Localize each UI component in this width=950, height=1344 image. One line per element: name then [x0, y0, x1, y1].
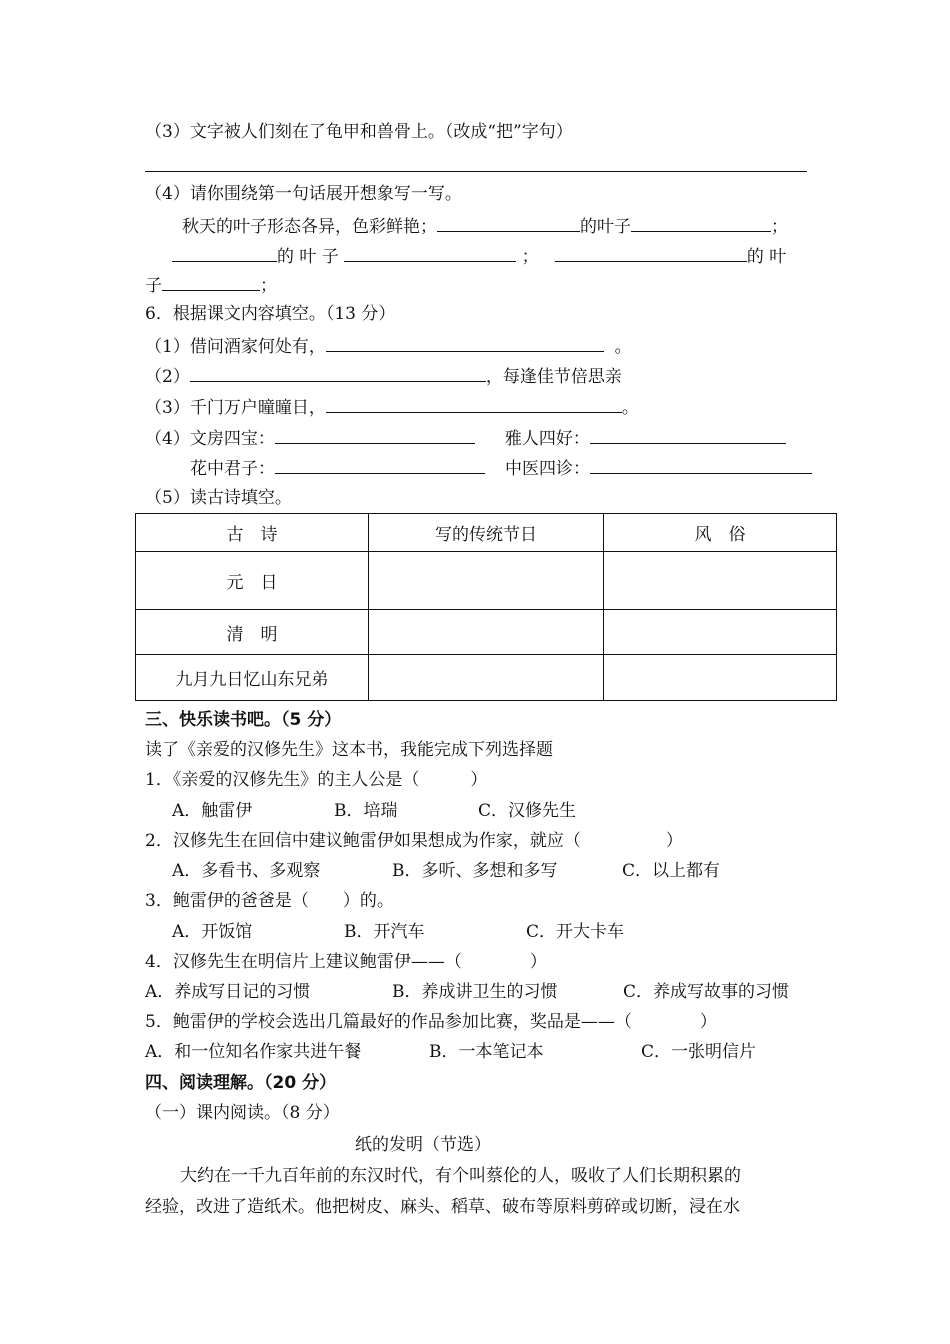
q6-text: （4）文房四宝：: [145, 429, 275, 449]
option-c[interactable]: C．以上都有: [622, 861, 721, 881]
table-cell-festival[interactable]: [369, 655, 604, 701]
q6-item-4b: [190, 455, 812, 481]
s3-question-5: 5．鲍雷伊的学校会选出几篇最好的作品参加比赛，奖品是——（ ）: [145, 1012, 717, 1032]
option-c[interactable]: C．养成写故事的习惯: [623, 982, 790, 1002]
passage-line-2: 经验，改进了造纸术。他把树皮、麻头、稻草、破布等原料剪碎或切断，浸在水: [145, 1197, 740, 1217]
s3-question-1-options: [172, 799, 576, 823]
q6-item-5: （5）读古诗填空。: [145, 488, 292, 508]
table-cell-custom[interactable]: [604, 610, 837, 655]
q5-4-text: 的 叶: [746, 247, 787, 267]
q6-title: 6．根据课文内容填空。（13 分）: [145, 304, 396, 324]
table-cell-poem: 九月九日忆山东兄弟: [136, 655, 369, 701]
s3-question-5-options: [145, 1040, 756, 1064]
q5-4-text: 的 叶 子: [277, 247, 339, 267]
q6-text: 。: [621, 398, 639, 418]
option-b[interactable]: B．多听、多想和多写: [392, 861, 558, 881]
table-cell-festival[interactable]: [369, 552, 604, 610]
option-b[interactable]: B．培瑞: [334, 801, 398, 821]
option-b[interactable]: B．一本笔记本: [429, 1042, 544, 1062]
q6-text: 雅人四好：: [504, 429, 590, 449]
q6-blank-6[interactable]: [275, 455, 485, 474]
q6-text: 。: [614, 337, 632, 357]
q5-4-line-1: [182, 213, 788, 239]
option-a[interactable]: A．和一位知名作家共进午餐: [145, 1042, 362, 1062]
table-header: 古 诗: [136, 514, 369, 552]
s3-question-2-options: [172, 859, 720, 883]
q6-text: （1）借问酒家何处有，: [145, 337, 326, 357]
option-a[interactable]: A．开饭馆: [172, 922, 253, 942]
q5-4-blank-2[interactable]: [631, 213, 771, 232]
table-header: 写的传统节日: [369, 514, 604, 552]
section-3-title: 三、快乐读书吧。（5 分）: [145, 710, 342, 730]
q6-blank-5[interactable]: [590, 425, 786, 444]
q6-blank-3[interactable]: [326, 394, 622, 413]
q6-item-2: [145, 363, 622, 389]
q6-blank-1[interactable]: [326, 333, 604, 352]
q6-blank-4[interactable]: [275, 425, 475, 444]
q5-4-text: ；: [771, 217, 788, 237]
table-row: [136, 552, 837, 610]
section-4-title: 四、阅读理解。（20 分）: [145, 1073, 337, 1093]
table-row: [136, 610, 837, 655]
q6-item-4: [145, 425, 786, 451]
q6-text: （3）千门万户曈曈日，: [145, 398, 326, 418]
q5-4-blank-4[interactable]: [344, 243, 516, 262]
passage-line-1: 大约在一千九百年前的东汉时代，有个叫蔡伦的人，吸收了人们长期积累的: [180, 1166, 741, 1186]
table-cell-poem: 清 明: [136, 610, 369, 655]
q6-blank-7[interactable]: [590, 455, 812, 474]
q5-4-blank-6[interactable]: [162, 272, 260, 291]
option-c[interactable]: C．汉修先生: [478, 801, 577, 821]
q5-4-text: ；: [260, 276, 277, 296]
table-cell-custom[interactable]: [604, 655, 837, 701]
option-a[interactable]: A．养成写日记的习惯: [145, 982, 311, 1002]
q6-item-1: [145, 333, 632, 359]
q5-4-blank-1[interactable]: [437, 213, 580, 232]
option-b[interactable]: B．养成讲卫生的习惯: [392, 982, 558, 1002]
poem-table: [135, 513, 837, 701]
q5-4-line-2: [172, 243, 786, 269]
table-cell-custom[interactable]: [604, 552, 837, 610]
q6-item-3: [145, 394, 639, 420]
q6-text: （2）: [145, 367, 190, 387]
q5-4-text: ；: [521, 247, 539, 267]
section-3-intro: 读了《亲爱的汉修先生》这本书，我能完成下列选择题: [145, 740, 553, 760]
s3-question-1: 1．《亲爱的汉修先生》的主人公是（ ）: [145, 770, 488, 790]
s3-question-3-options: [172, 920, 624, 944]
option-a[interactable]: A．多看书、多观察: [172, 861, 321, 881]
s3-question-2: 2．汉修先生在回信中建议鲍雷伊如果想成为作家，就应（ ）: [145, 831, 683, 851]
table-header: 风 俗: [604, 514, 837, 552]
q5-4-blank-5[interactable]: [555, 243, 747, 262]
option-c[interactable]: C．开大卡车: [526, 922, 625, 942]
option-a[interactable]: A．触雷伊: [172, 801, 253, 821]
q5-4-blank-3[interactable]: [172, 243, 277, 262]
q5-4-text: 的叶子: [580, 217, 631, 237]
table-header-row: [136, 514, 837, 552]
q5-4-line-3: [145, 272, 277, 298]
q5-3-prompt: （3）文字被人们刻在了龟甲和兽骨上。（改成“把”字句）: [145, 122, 573, 142]
section-4-sub: （一）课内阅读。（8 分）: [145, 1103, 340, 1123]
q6-blank-2[interactable]: [190, 363, 486, 382]
table-cell-festival[interactable]: [369, 610, 604, 655]
option-b[interactable]: B．开汽车: [344, 922, 425, 942]
table-row: [136, 655, 837, 701]
q5-4-text: 子: [145, 276, 162, 296]
q6-text: 花中君子：: [190, 459, 275, 479]
option-c[interactable]: C．一张明信片: [641, 1042, 757, 1062]
q6-text: 中医四诊：: [505, 459, 590, 479]
s3-question-3: 3．鲍雷伊的爸爸是（ ）的。: [145, 891, 394, 911]
q5-3-answer-line[interactable]: [145, 171, 807, 172]
s3-question-4: 4．汉修先生在明信片上建议鲍雷伊——（ ）: [145, 952, 547, 972]
table-cell-poem: 元 日: [136, 552, 369, 610]
q5-4-text: 秋天的叶子形态各异，色彩鲜艳；: [182, 217, 437, 237]
q5-4-prompt: （4）请你围绕第一句话展开想象写一写。: [145, 184, 462, 204]
s3-question-4-options: [145, 980, 789, 1004]
passage-title: 纸的发明（节选）: [355, 1135, 491, 1155]
q6-text: ，每逢佳节倍思亲: [485, 367, 622, 387]
